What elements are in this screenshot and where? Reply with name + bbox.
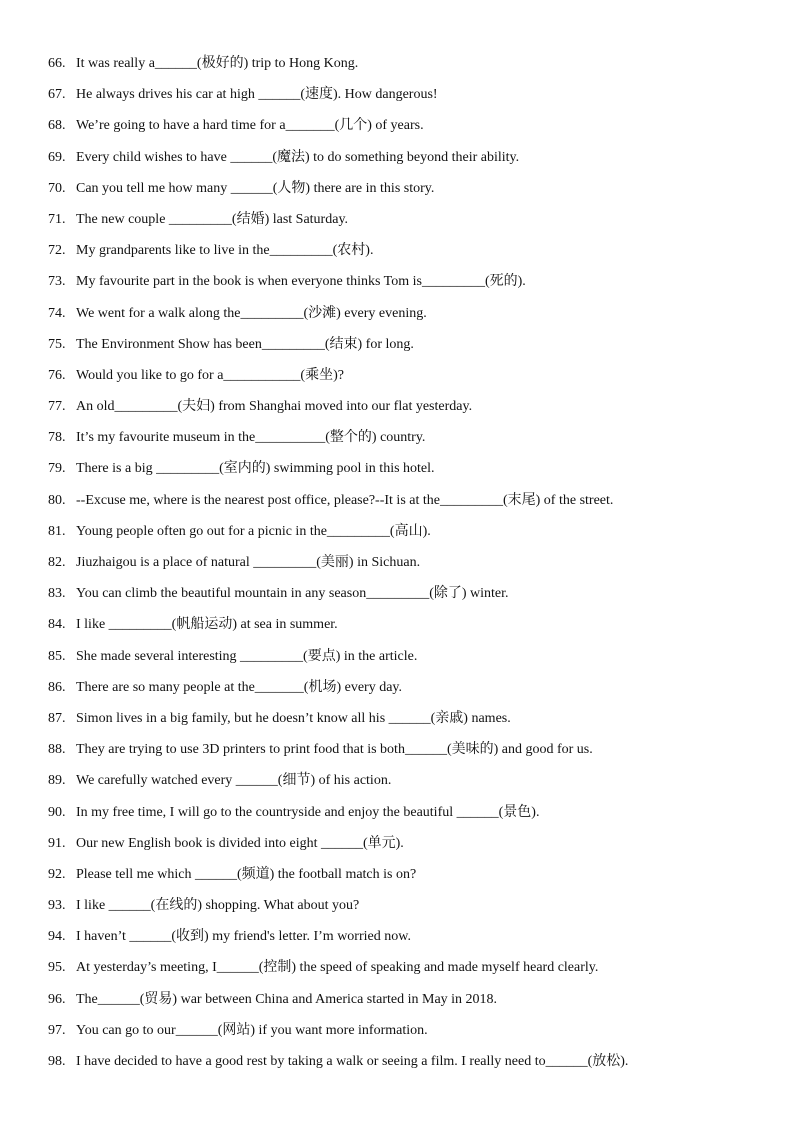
- exercise-item: [48, 427, 768, 458]
- item-sentence: She made several interesting _________(要点) in the article.: [76, 648, 418, 664]
- item-sentence: Can you tell me how many ______(人物) there are in this story.: [76, 180, 435, 196]
- exercise-item: [48, 303, 768, 334]
- item-number: 82.: [48, 555, 66, 570]
- item-sentence: We carefully watched every ______(细节) of his action.: [76, 773, 392, 789]
- exercise-item: [48, 365, 768, 396]
- exercise-item: [48, 1020, 768, 1051]
- exercise-item: [48, 240, 768, 271]
- item-sentence: Please tell me which ______(频道) the football match is on?: [76, 866, 417, 882]
- exercise-item: [48, 53, 768, 84]
- exercise-item: [48, 833, 768, 864]
- item-sentence: Every child wishes to have ______(魔法) to do something beyond their ability.: [76, 149, 520, 165]
- item-sentence: He always drives his car at high ______(速度). How dangerous!: [76, 87, 438, 103]
- item-number: 74.: [48, 305, 66, 321]
- item-sentence: The Environment Show has been_________(结束) for long.: [76, 336, 414, 352]
- exercise-item: [48, 490, 768, 521]
- exercise-item: [48, 677, 768, 708]
- exercise-item: [48, 708, 768, 739]
- item-number: 83.: [48, 586, 66, 602]
- item-sentence: We’re going to have a hard time for a_______(几个) of years.: [76, 118, 424, 134]
- item-number: 78.: [48, 430, 66, 446]
- item-sentence: There is a big _________(室内的) swimming pool in this hotel.: [76, 461, 435, 477]
- exercise-item: [48, 864, 768, 895]
- item-number: 81.: [48, 523, 66, 539]
- item-number: 79.: [48, 461, 66, 477]
- item-sentence: My grandparents like to live in the_________(农村).: [76, 243, 374, 259]
- item-number: 92.: [48, 866, 66, 882]
- exercise-item: [48, 147, 768, 178]
- item-sentence: Simon lives in a big family, but he doesn’t know all his ______(亲戚) names.: [76, 710, 511, 726]
- item-sentence: There are so many people at the_______(机场) every day.: [76, 679, 403, 695]
- item-number: 68.: [48, 118, 66, 134]
- item-sentence: Our new English book is divided into eight ______(单元).: [76, 835, 404, 851]
- item-number: 95.: [48, 960, 66, 976]
- exercise-item: [48, 396, 768, 427]
- item-sentence: We went for a walk along the_________(沙滩) every evening.: [76, 305, 427, 321]
- item-sentence: You can climb the beautiful mountain in any season_________(除了) winter.: [76, 586, 509, 602]
- item-number: 98.: [48, 1054, 66, 1069]
- item-sentence: I like _________(帆船运动) at sea in summer.: [76, 617, 338, 633]
- item-number: 77.: [48, 399, 66, 415]
- exercise-item: [48, 583, 768, 614]
- item-number: 97.: [48, 1022, 66, 1038]
- exercise-item: [48, 614, 768, 645]
- item-sentence: Would you like to go for a___________(乘坐)?: [76, 367, 344, 383]
- item-sentence: I like ______(在线的) shopping. What about you?: [76, 898, 360, 914]
- item-number: 84.: [48, 617, 66, 633]
- exercise-item: [48, 458, 768, 489]
- item-number: 70.: [48, 180, 66, 196]
- exercise-item: [48, 334, 768, 365]
- exercise-list: [48, 53, 768, 1082]
- item-number: 69.: [48, 149, 66, 165]
- item-number: 76.: [48, 367, 66, 383]
- exercise-item: [48, 521, 768, 552]
- item-number: 86.: [48, 679, 66, 695]
- exercise-item: [48, 957, 768, 988]
- item-number: 91.: [48, 835, 66, 851]
- exercise-item: [48, 895, 768, 926]
- item-number: 96.: [48, 991, 66, 1007]
- item-number: 73.: [48, 274, 66, 290]
- item-sentence: The______(贸易) war between China and America started in May in 2018.: [76, 991, 498, 1007]
- item-number: 67.: [48, 87, 66, 103]
- item-number: 94.: [48, 929, 66, 945]
- item-sentence: An old_________(夫妇) from Shanghai moved into our flat yesterday.: [76, 399, 473, 415]
- item-number: 80.: [48, 492, 66, 508]
- item-sentence: The new couple _________(结婚) last Saturday.: [76, 211, 349, 227]
- exercise-item: [48, 115, 768, 146]
- exercise-item: [48, 552, 768, 583]
- item-number: 90.: [48, 804, 66, 820]
- item-sentence: At yesterday’s meeting, I______(控制) the speed of speaking and made myself heard clearly.: [76, 960, 599, 976]
- item-sentence: In my free time, I will go to the countryside and enjoy the beautiful ______(景色).: [76, 804, 540, 820]
- exercise-item: [48, 926, 768, 957]
- exercise-item: [48, 271, 768, 302]
- item-number: 75.: [48, 336, 66, 352]
- item-number: 88.: [48, 742, 66, 758]
- item-number: 72.: [48, 243, 66, 259]
- exercise-item: [48, 178, 768, 209]
- item-sentence: My favourite part in the book is when everyone thinks Tom is_________(死的).: [76, 274, 526, 290]
- exercise-item: [48, 989, 768, 1020]
- item-sentence: You can go to our______(网站) if you want more information.: [76, 1022, 428, 1038]
- item-sentence: Young people often go out for a picnic in the_________(高山).: [76, 523, 431, 539]
- item-number: 93.: [48, 898, 66, 914]
- item-number: 66.: [48, 56, 66, 71]
- item-sentence: It’s my favourite museum in the__________(整个的) country.: [76, 430, 426, 446]
- item-number: 85.: [48, 648, 66, 664]
- item-sentence: They are trying to use 3D printers to print food that is both______(美味的) and good for us.: [76, 742, 593, 758]
- exercise-item: [48, 209, 768, 240]
- exercise-item: [48, 646, 768, 677]
- item-number: 71.: [48, 211, 66, 227]
- exercise-item: [48, 802, 768, 833]
- item-sentence: It was really a______(极好的) trip to Hong Kong.: [76, 56, 359, 71]
- exercise-item: [48, 84, 768, 115]
- exercise-item: [48, 770, 768, 801]
- item-number: 89.: [48, 773, 66, 789]
- item-sentence: I have decided to have a good rest by taking a walk or seeing a film. I really need to______(放松).: [76, 1054, 629, 1069]
- item-sentence: I haven’t ______(收到) my friend's letter. I’m worried now.: [76, 929, 411, 945]
- item-number: 87.: [48, 710, 66, 726]
- exercise-item: [48, 739, 768, 770]
- item-sentence: Jiuzhaigou is a place of natural _________(美丽) in Sichuan.: [76, 555, 421, 570]
- item-sentence: --Excuse me, where is the nearest post office, please?--It is at the_________(末尾) of the street.: [76, 492, 614, 508]
- exercise-item: [48, 1051, 768, 1082]
